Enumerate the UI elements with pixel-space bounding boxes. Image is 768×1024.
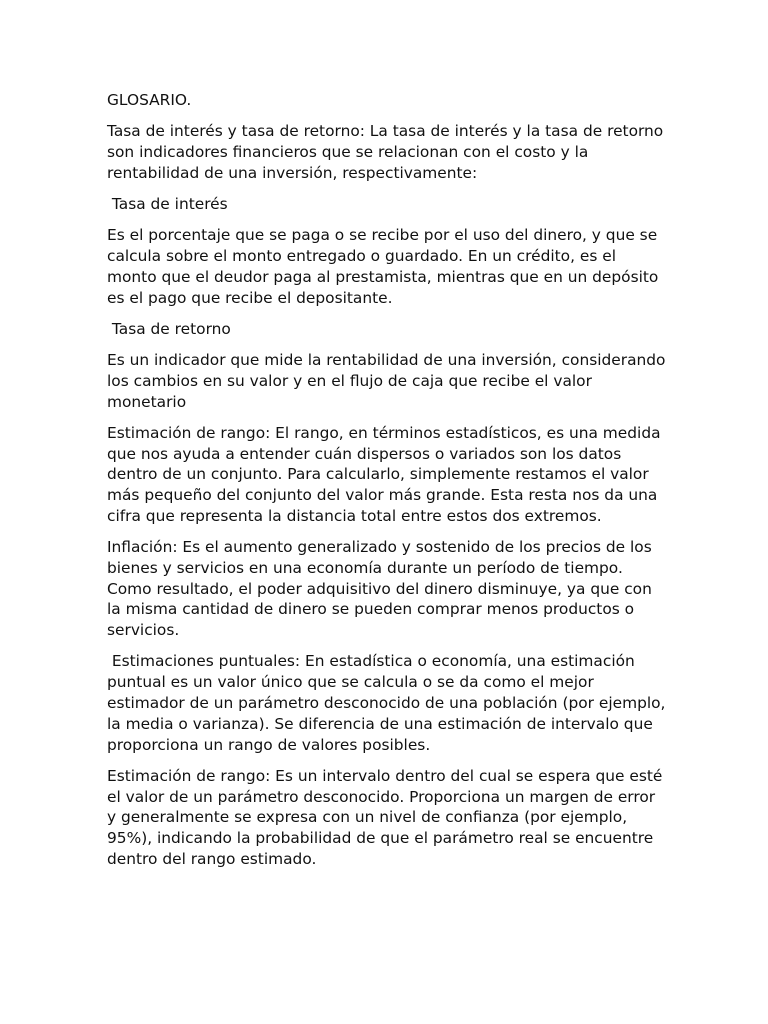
paragraph-inflacion: Inflación: Es el aumento generalizado y sostenido de los precios de los bienes y servicios en una economía durante un período de tiempo. Como resultado, el poder adquisitivo del dinero disminuye, ya que con la misma cantidad de dinero se pueden comprar menos productos o servicios.: [107, 538, 657, 640]
paragraph-estimaciones-puntuales: Estimaciones puntuales: En estadística o economía, una estimación puntual es un valor único que se calcula o se da como el mejor estimador de un parámetro desconocido de una población (por ejemplo, la media o varianza). Se diferencia de una estimación de intervalo que proporciona un rango de valores posibles.: [107, 652, 671, 754]
subheading-tasa-interes: Tasa de interés: [107, 194, 228, 213]
paragraph-tasa-interes-retorno: Tasa de interés y tasa de retorno: La tasa de interés y la tasa de retorno son indicadores financieros que se relacionan con el costo y la rentabilidad de una inversión, respectivamente:: [107, 122, 669, 182]
paragraph-tasa-interes-definicion: Es el porcentaje que se paga o se recibe por el uso del dinero, y que se calcula sobre el monto entregado o guardado. En un crédito, es el monto que el deudor paga al prestamista, mientras que en un depósito es el pago que recibe el depositante.: [107, 226, 664, 307]
document-page: [107, 90, 671, 880]
paragraph-estimacion-rango-intervalo: Estimación de rango: Es un intervalo dentro del cual se espera que esté el valor de un parámetro desconocido. Proporciona un margen de error y generalmente se expresa con un nivel de confianza (por ejemplo, 95%), indicando la probabilidad de que el parámetro real se encuentre dentro del rango estimado.: [107, 766, 668, 869]
paragraph-tasa-retorno-definicion: Es un indicador que mide la rentabilidad de una inversión, considerando los cambios en su valor y en el flujo de caja que recibe el valor monetario: [107, 350, 671, 411]
paragraph-estimacion-rango-estadistica: Estimación de rango: El rango, en términos estadísticos, es una medida que nos ayuda a entender cuán dispersos o variados son los datos dentro de un conjunto. Para calcularlo, simplemente restamos el valor más pequeño del conjunto del valor más grande. Esta resta nos da una cifra que representa la distancia total entre estos dos extremos.: [107, 423, 666, 525]
subheading-tasa-retorno: Tasa de retorno: [107, 319, 231, 338]
document-title: GLOSARIO.: [107, 91, 192, 109]
